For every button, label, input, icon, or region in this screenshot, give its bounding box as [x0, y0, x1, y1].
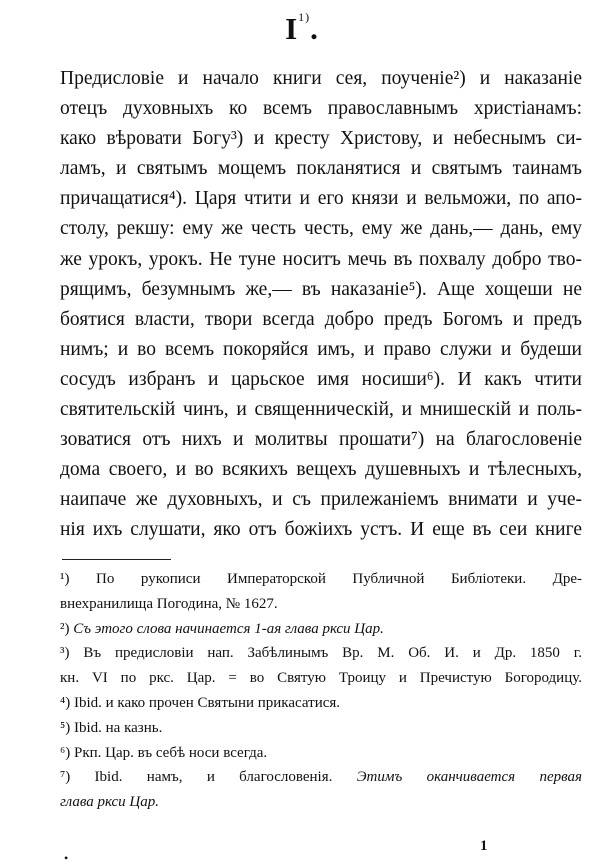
text-line: како вѣровати Богу³) и кресту Христову, и небеснымъ си- [60, 128, 582, 150]
footnote-7-plain: ⁷) Ibid. намъ, и благословенiя. [60, 769, 357, 786]
main-text [60, 64, 582, 546]
footnote-2 [60, 617, 582, 642]
footnote-1-line-1: ¹) По рукописи Императорской Публичной Библiотеки. Дре- [60, 571, 582, 587]
footnote-2-text: Съ этого слова начинается 1-ая глава ркси Цар. [73, 620, 384, 637]
text-line: причащатися⁴). Царя чтити и его князи и вельможи, по апо- [60, 188, 582, 210]
text-line: святительскiй чинъ, и священническiй, и мнишескiй и поль- [60, 399, 582, 421]
footnote-7-italic: Этимъ оканчивается первая [356, 769, 583, 786]
text-line: боятися власти, твори всегда добро предъ Богомъ и предъ [60, 308, 582, 330]
text-line: Предисловiе и начало книги сея, поученiе²) и наказанiе [60, 68, 582, 89]
text-line: сосудъ избранъ и царьское имя носиши⁶). И какъ чтити [60, 368, 582, 390]
footnote-1-line-2: внехранилища Погодина, № 1627. [60, 595, 278, 612]
footnote-3-line-1: ³) Въ предисловiи нап. Забѣлинымъ Вр. М. Об. И. и Др. 1850 г. [60, 645, 582, 662]
text-line: рящимъ, безумнымъ же,— въ наказанiе⁵). Аще хощеши не [60, 278, 582, 300]
heading-footnote-mark: 1) [298, 10, 311, 24]
text-line: отецъ духовныхъ ко всемъ православнымъ христiанамъ: [60, 98, 582, 120]
footnote-5: ⁵) Ibid. на казнь. [60, 719, 163, 736]
text-line: наипаче же духовныхъ, и съ прилежанiемъ внимати и уче- [60, 489, 582, 511]
footnote-6: ⁶) Ркп. Цар. въ себѣ носи всегда. [60, 744, 268, 761]
text-line: дома своего, и во всякихъ вещехъ душевныхъ и тѣлесныхъ, [60, 459, 582, 481]
footnote-4: ⁴) Ibid. и како прочен Святыни прикасатися. [60, 694, 341, 711]
text-line: нiя ихъ слушати, яко отъ божiихъ устъ. И еще въ сеи книге [60, 519, 582, 541]
text-line: нимъ; и во всемъ покоряйся имъ, и право служи и будеши [60, 338, 582, 360]
text-line: зоватися отъ нихъ и молитвы прошати⁷) на благословенiе [60, 429, 582, 451]
text-line: же урокъ, урокъ. Не туне носитъ мечь въ похвалу добро тво- [60, 248, 582, 270]
page-number: 1 [480, 838, 488, 854]
footnote-7-line-1 [60, 765, 582, 790]
print-speck: • [64, 851, 69, 865]
chapter-numeral: I [285, 11, 299, 46]
text-line: ламъ, и святымъ мощемъ покланятися и святымъ таинамъ [60, 158, 582, 180]
footnote-7-line-2: глава ркси Цар. [60, 794, 159, 811]
footnote-separator [62, 559, 171, 560]
heading-period: . [310, 11, 319, 46]
text-line: столу, рекшу: ему же честь честь, ему же дань,— дань, ему [60, 218, 582, 240]
footnote-3-line-2: кн. VI по ркс. Цар. = во Святую Троицу и Пречистую Богородицу. [60, 670, 582, 687]
footnote-2-mark: ²) [60, 620, 74, 637]
chapter-heading [0, 10, 604, 47]
footnotes [60, 567, 582, 815]
